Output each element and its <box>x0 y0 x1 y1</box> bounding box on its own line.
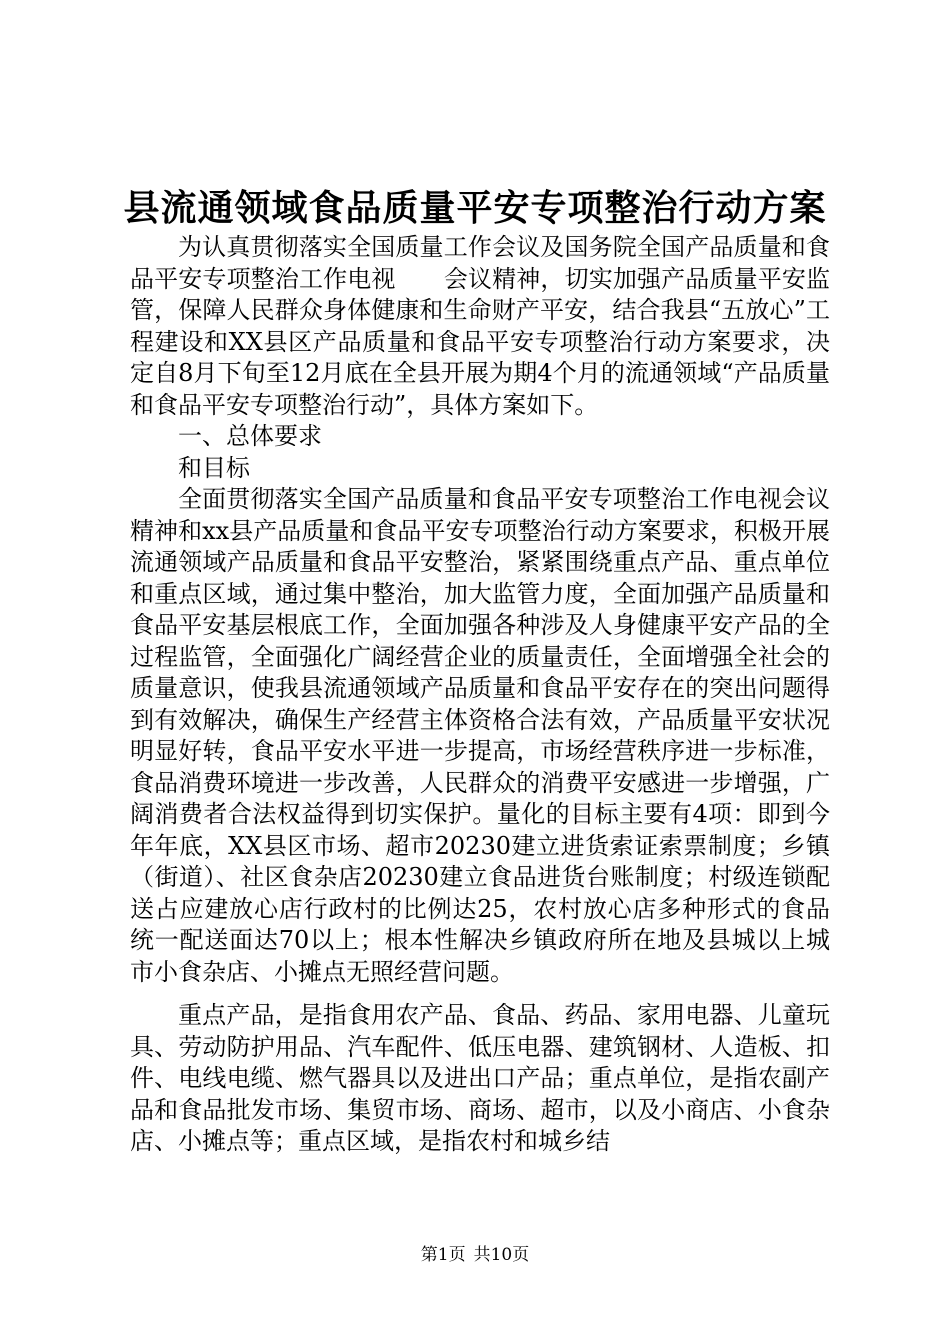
document-title: 县流通领域食品质量平安专项整治行动方案 <box>123 187 827 229</box>
goals-paragraph: 全面贯彻落实全国产品质量和食品平安专项整治工作电视会议精神和xx县产品质量和食品平安专项整治行动方案要求，积极开展流通领域产品质量和食品平安整治，紧紧围绕重点产品、重点单位和重点区域，通过集中整治，加大监管力度，全面加强产品质量和食品平安基层根底工作，全面加强各种涉及人身健康平安产品的全过程监管，全面强化广阔经营企业的质量责任，全面增强全社会的质量意识，使我县流通领域产品质量和食品平安存在的突出问题得到有效解决，确保生产经营主体资格合法有效，产品质量平安状况明显好转，食品平安水平进一步提高，市场经营秩序进一步标准，食品消费环境进一步改善，人民群众的消费平安感进一步增强，广阔消费者合法权益得到切实保护。量化的目标主要有4项：即到今年年底，XX县区市场、超市20230建立进货索证索票制度；乡镇（街道）、社区食杂店20230建立食品进货台账制度；村级连锁配送占应建放心店行政村的比例达25，农村放心店多种形式的食品统一配送面达70以上；根本性解决乡镇政府所在地及县城以上城市小食杂店、小摊点无照经营问题。 <box>130 485 830 986</box>
page-total: 共10页 <box>473 1245 530 1265</box>
section-heading: 一、总体要求 <box>178 422 322 450</box>
document-body <box>130 232 830 1158</box>
page-number: 第1页 <box>420 1245 466 1265</box>
key-targets-paragraph: 重点产品，是指食用农产品、食品、药品、家用电器、儿童玩具、劳动防护用品、汽车配件、低压电器、建筑钢材、人造板、扣件、电线电缆、燃气器具以及进出口产品；重点单位，是指农副产品和食品批发市场、集贸市场、商场、超市，以及小商店、小食杂店、小摊点等；重点区域，是指农村和城乡结 <box>130 1001 830 1155</box>
intro-paragraph: 为认真贯彻落实全国质量工作会议及国务院全国产品质量和食品平安专项整治工作电视 会议精神，切实加强产品质量平安监管，保障人民群众身体健康和生命财产平安，结合我县“五放心”工程建设和XX县区产品质量和食品平安专项整治行动方案要求，决定自8月下旬至12月底在全县开展为期4个月的流通领域“产品质量和食品平安专项整治行动”，具体方案如下。 <box>130 233 830 419</box>
section-heading-continued: 和目标 <box>178 453 250 482</box>
page-footer <box>0 1243 950 1267</box>
